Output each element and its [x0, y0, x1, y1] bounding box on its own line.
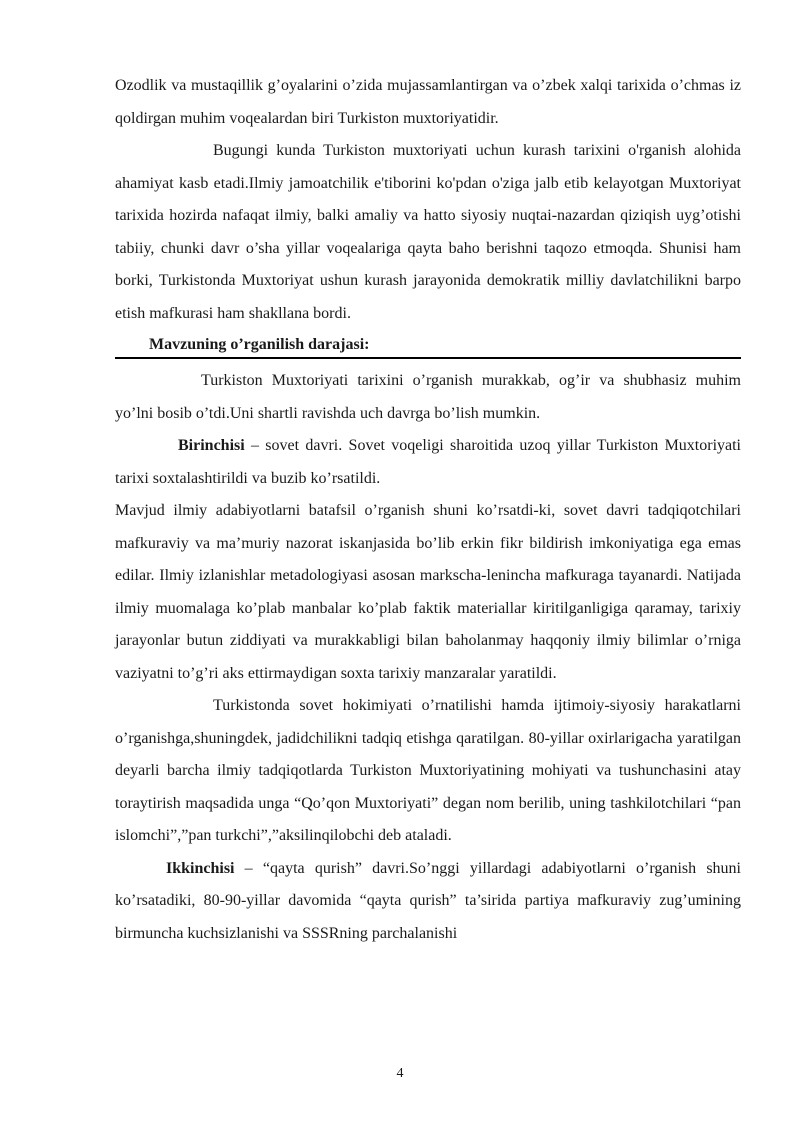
page-number: 4: [396, 1066, 404, 1081]
second-period-label: Ikkinchisi: [166, 859, 235, 877]
paragraph-soviet-research: Mavjud ilmiy adabiyotlarni batafsil o’rganish shuni ko’rsatdi-ki, sovet davri tadqiqotchilari mafkuraviy va ma’muriy nazorat iskanjasida bo’lib erkin fikr bildirish imkoniyatiga ega emas edilar. Ilmiy izlanishlar metadologiyasi asosan markscha-lenincha mafkuraga tayanardi. Natijada ilmiy muomalaga ko’plab manbalar ko’plab faktik materiallar kiritilganligiga qaramay, tarixiy jarayonlar butun ziddiyati va murakkabligi bilan baholanmay haqqoniy ilmiy bilimlar o’rniga vaziyatni to’g’ri aks ettirmaydigan soxta tarixiy manzaralar yaratildi.: [115, 502, 741, 682]
document-body: [115, 70, 741, 950]
second-period-text: – “qayta qurish” davri.So’nggi yillardagi adabiyotlarni o’rganish shuni ko’rsatadiki, 80-90-yillar davomida “qayta qurish” ta’sirida partiya mafkuraviy zug’umining birmuncha kuchsizlanishi va SSSRning parchalanishi: [115, 859, 741, 942]
paragraph-second-period: [115, 853, 741, 951]
paragraph-periods: Turkiston Muxtoriyati tarixini o’rganish murakkab, og’ir va shubhasiz muhim yo’lni bosib o’tdi.Uni shartli ravishda uch davrga bo’lish mumkin.: [115, 372, 741, 422]
section-heading: [115, 332, 741, 359]
section-heading-text: Mavzuning o’rganilish darajasi:: [149, 336, 370, 353]
paragraph-importance: Bugungi kunda Turkiston muxtoriyati uchun kurash tarixini o'rganish alohida ahamiyat kasb etadi.Ilmiy jamoatchilik e'tiborini ko'pdan o'ziga jalb etib kelayotgan Muxtoriyat tarixida hozirda nafaqat ilmiy, balki amaliy va hatto siyosiy nuqtai-nazardan qiziqish uyg’otishi tabiiy, chunki davr o’sha yillar voqealariga qayta baho berishni taqozo etmoqda. Shunisi ham borki, Turkistonda Muxtoriyat ushun kurash jarayonida demokratik milliy davlatchilikni barpo etish mafkurasi ham shakllana bordi.: [115, 142, 741, 322]
paragraph-first-period: [115, 430, 741, 495]
paragraph-intro: Ozodlik va mustaqillik g’oyalarini o’zida mujassamlantirgan va o’zbek xalqi tarixida o’chmas iz qoldirgan muhim voqealardan biri Turkiston muxtoriyatidir.: [115, 77, 741, 127]
first-period-text: – sovet davri. Sovet voqeligi sharoitida uzoq yillar Turkiston Muxtoriyati tarixi soxtalashtirildi va buzib ko’rsatildi.: [115, 437, 741, 487]
paragraph-soviet-power: Turkistonda sovet hokimiyati o’rnatilishi hamda ijtimoiy-siyosiy harakatlarni o’rganishga,shuningdek, jadidchilikni tadqiq etishga qaratilgan. 80-yillar oxirlarigacha yaratilgan deyarli barcha ilmiy tadqiqotlarda Turkiston Muxtoriyatining mohiyati va tushunchasini atay toraytirish maqsadida unga “Qo’qon Muxtoriyati” degan nom berilib, uning tashkilotchilari “pan islomchi”,”pan turkchi”,”aksilinqilobchi deb ataladi.: [115, 697, 741, 844]
first-period-label: Birinchisi: [178, 437, 245, 454]
